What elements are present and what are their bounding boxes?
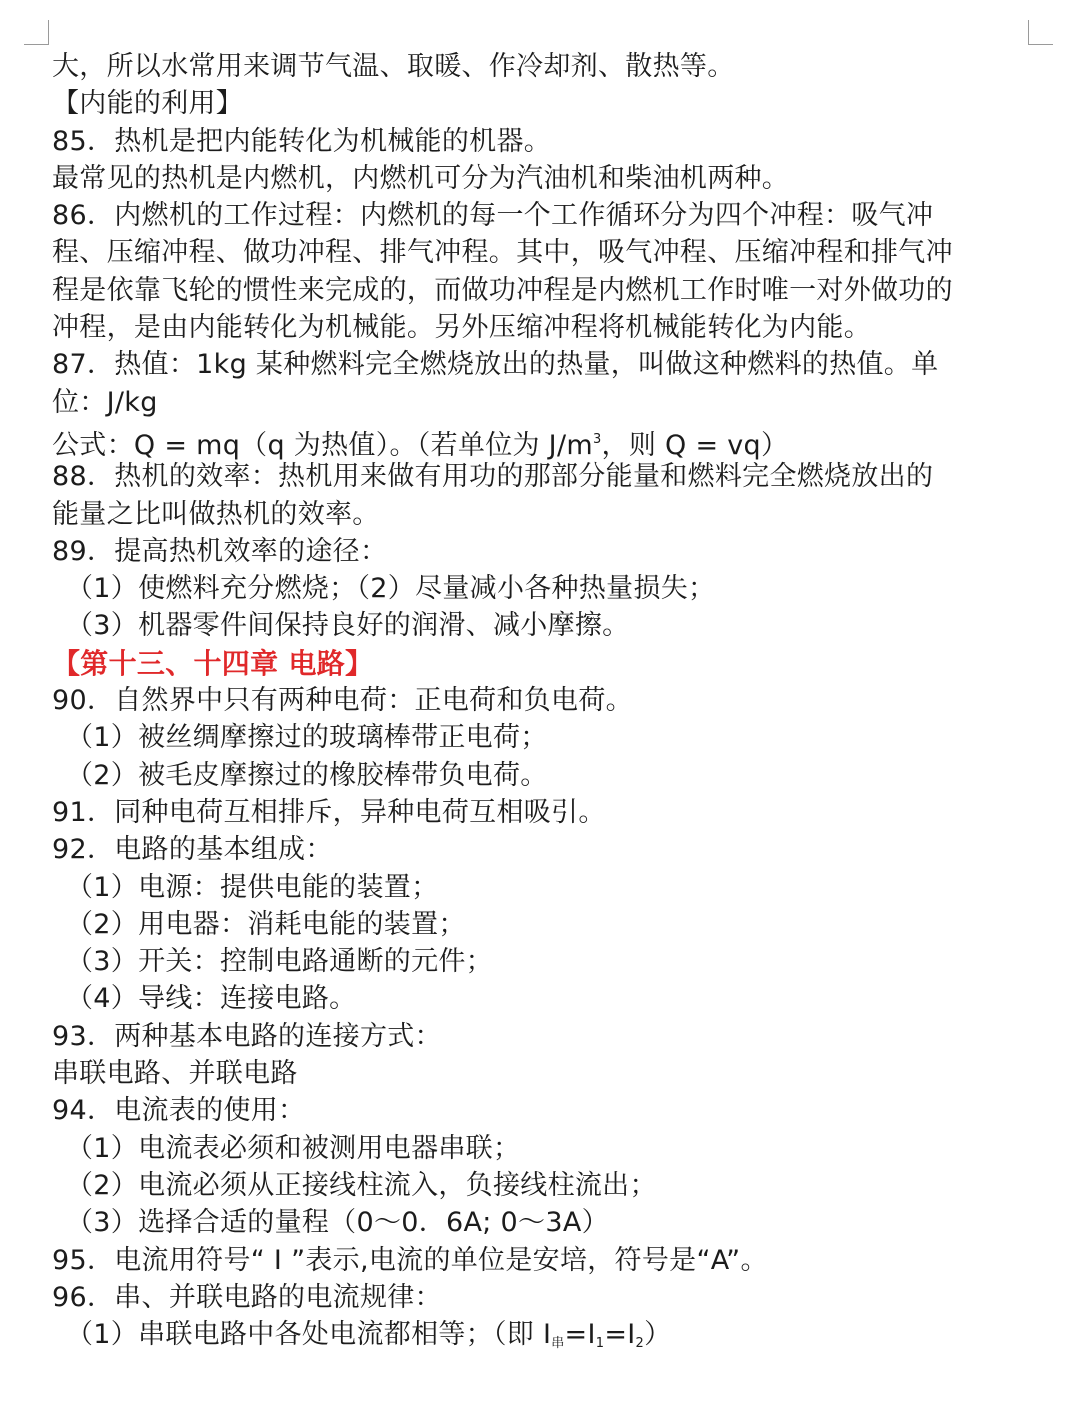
text-line: 92．电路的基本组成：	[52, 834, 333, 866]
subscript: 1	[595, 1336, 605, 1352]
list-item: （2）用电器：消耗电能的装置；	[66, 908, 466, 940]
text-line: 串联电路、并联电路	[52, 1058, 298, 1090]
formula-text: （1）串联电路中各处电流都相等；（即 I	[66, 1319, 552, 1351]
page-corner-mark-left	[24, 20, 49, 45]
list-item: （1）被丝绸摩擦过的玻璃棒带正电荷；	[66, 722, 548, 754]
text-line: 能量之比叫做热机的效率。	[52, 498, 380, 530]
list-item: （3）开关：控制电路通断的元件；	[66, 946, 493, 978]
subscript: 串	[551, 1336, 565, 1352]
text-line: 95．电流用符号“ I ”表示,电流的单位是安培，符号是“A”。	[52, 1244, 768, 1276]
text-line: 96．串、并联电路的电流规律：	[52, 1281, 442, 1313]
chapter-heading-circuit: 【第十三、十四章 电路】	[52, 646, 374, 680]
list-item: （2）电流必须从正接线柱流入，负接线柱流出；	[66, 1169, 657, 1201]
list-item: （1）使燃料充分燃烧；（2）尽量减小各种热量损失；	[66, 573, 716, 605]
text-line: 冲程，是由内能转化为机械能。另外压缩冲程将机械能转化为内能。	[52, 312, 871, 344]
subscript: 2	[635, 1336, 645, 1352]
formula-text: ）	[644, 1319, 672, 1351]
page-corner-mark-right	[1028, 20, 1053, 45]
list-item: （3）选择合适的量程（0～0．6A; 0～3A）	[66, 1207, 609, 1239]
superscript: 3	[592, 431, 602, 447]
formula-text: =I	[604, 1319, 636, 1351]
formula-text: =I	[564, 1319, 596, 1351]
text-line: 最常见的热机是内燃机，内燃机可分为汽油机和柴油机两种。	[52, 162, 790, 194]
list-item: （1）电流表必须和被测用电器串联；	[66, 1132, 521, 1164]
text-line: 86．内燃机的工作过程：内燃机的每一个工作循环分为四个冲程：吸气冲	[52, 200, 934, 232]
formula-line-heat-value	[52, 421, 1042, 461]
text-line: 88．热机的效率：热机用来做有用功的那部分能量和燃料完全燃烧放出的	[52, 461, 934, 493]
text-line: 程、压缩冲程、做功冲程、排气冲程。其中，吸气冲程、压缩冲程和排气冲	[52, 237, 953, 269]
formula-line-series-current	[52, 1316, 1042, 1353]
formula-text: 公式：Q = mq（q 为热值）。（若单位为 J/m	[52, 429, 593, 461]
text-line: 大，所以水常用来调节气温、取暖、作冷却剂、散热等。	[52, 51, 735, 82]
text-line: 位：J/kg	[52, 386, 158, 418]
text-line: 程是依靠飞轮的惯性来完成的，而做功冲程是内燃机工作时唯一对外做功的	[52, 274, 953, 306]
text-line: 90．自然界中只有两种电荷：正电荷和负电荷。	[52, 685, 633, 717]
text-line: 94．电流表的使用：	[52, 1095, 306, 1127]
text-line: 93．两种基本电路的连接方式：	[52, 1020, 442, 1052]
formula-text: ，则 Q = vq）	[601, 429, 789, 461]
list-item: （4）导线：连接电路。	[66, 983, 357, 1015]
text-line: 87．热值：1kg 某种燃料完全燃烧放出的热量，叫做这种燃料的热值。单	[52, 349, 939, 381]
text-line: 91．同种电荷互相排斥，异种电荷互相吸引。	[52, 796, 606, 828]
list-item: （3）机器零件间保持良好的润滑、减小摩擦。	[66, 610, 630, 642]
text-line: 85．热机是把内能转化为机械能的机器。	[52, 125, 552, 157]
document-body	[52, 48, 1042, 1353]
section-heading-internal-energy: 【内能的利用】	[52, 88, 244, 120]
list-item: （2）被毛皮摩擦过的橡胶棒带负电荷。	[66, 759, 548, 791]
text-line: 89．提高热机效率的途径：	[52, 535, 388, 567]
list-item: （1）电源：提供电能的装置；	[66, 871, 439, 903]
